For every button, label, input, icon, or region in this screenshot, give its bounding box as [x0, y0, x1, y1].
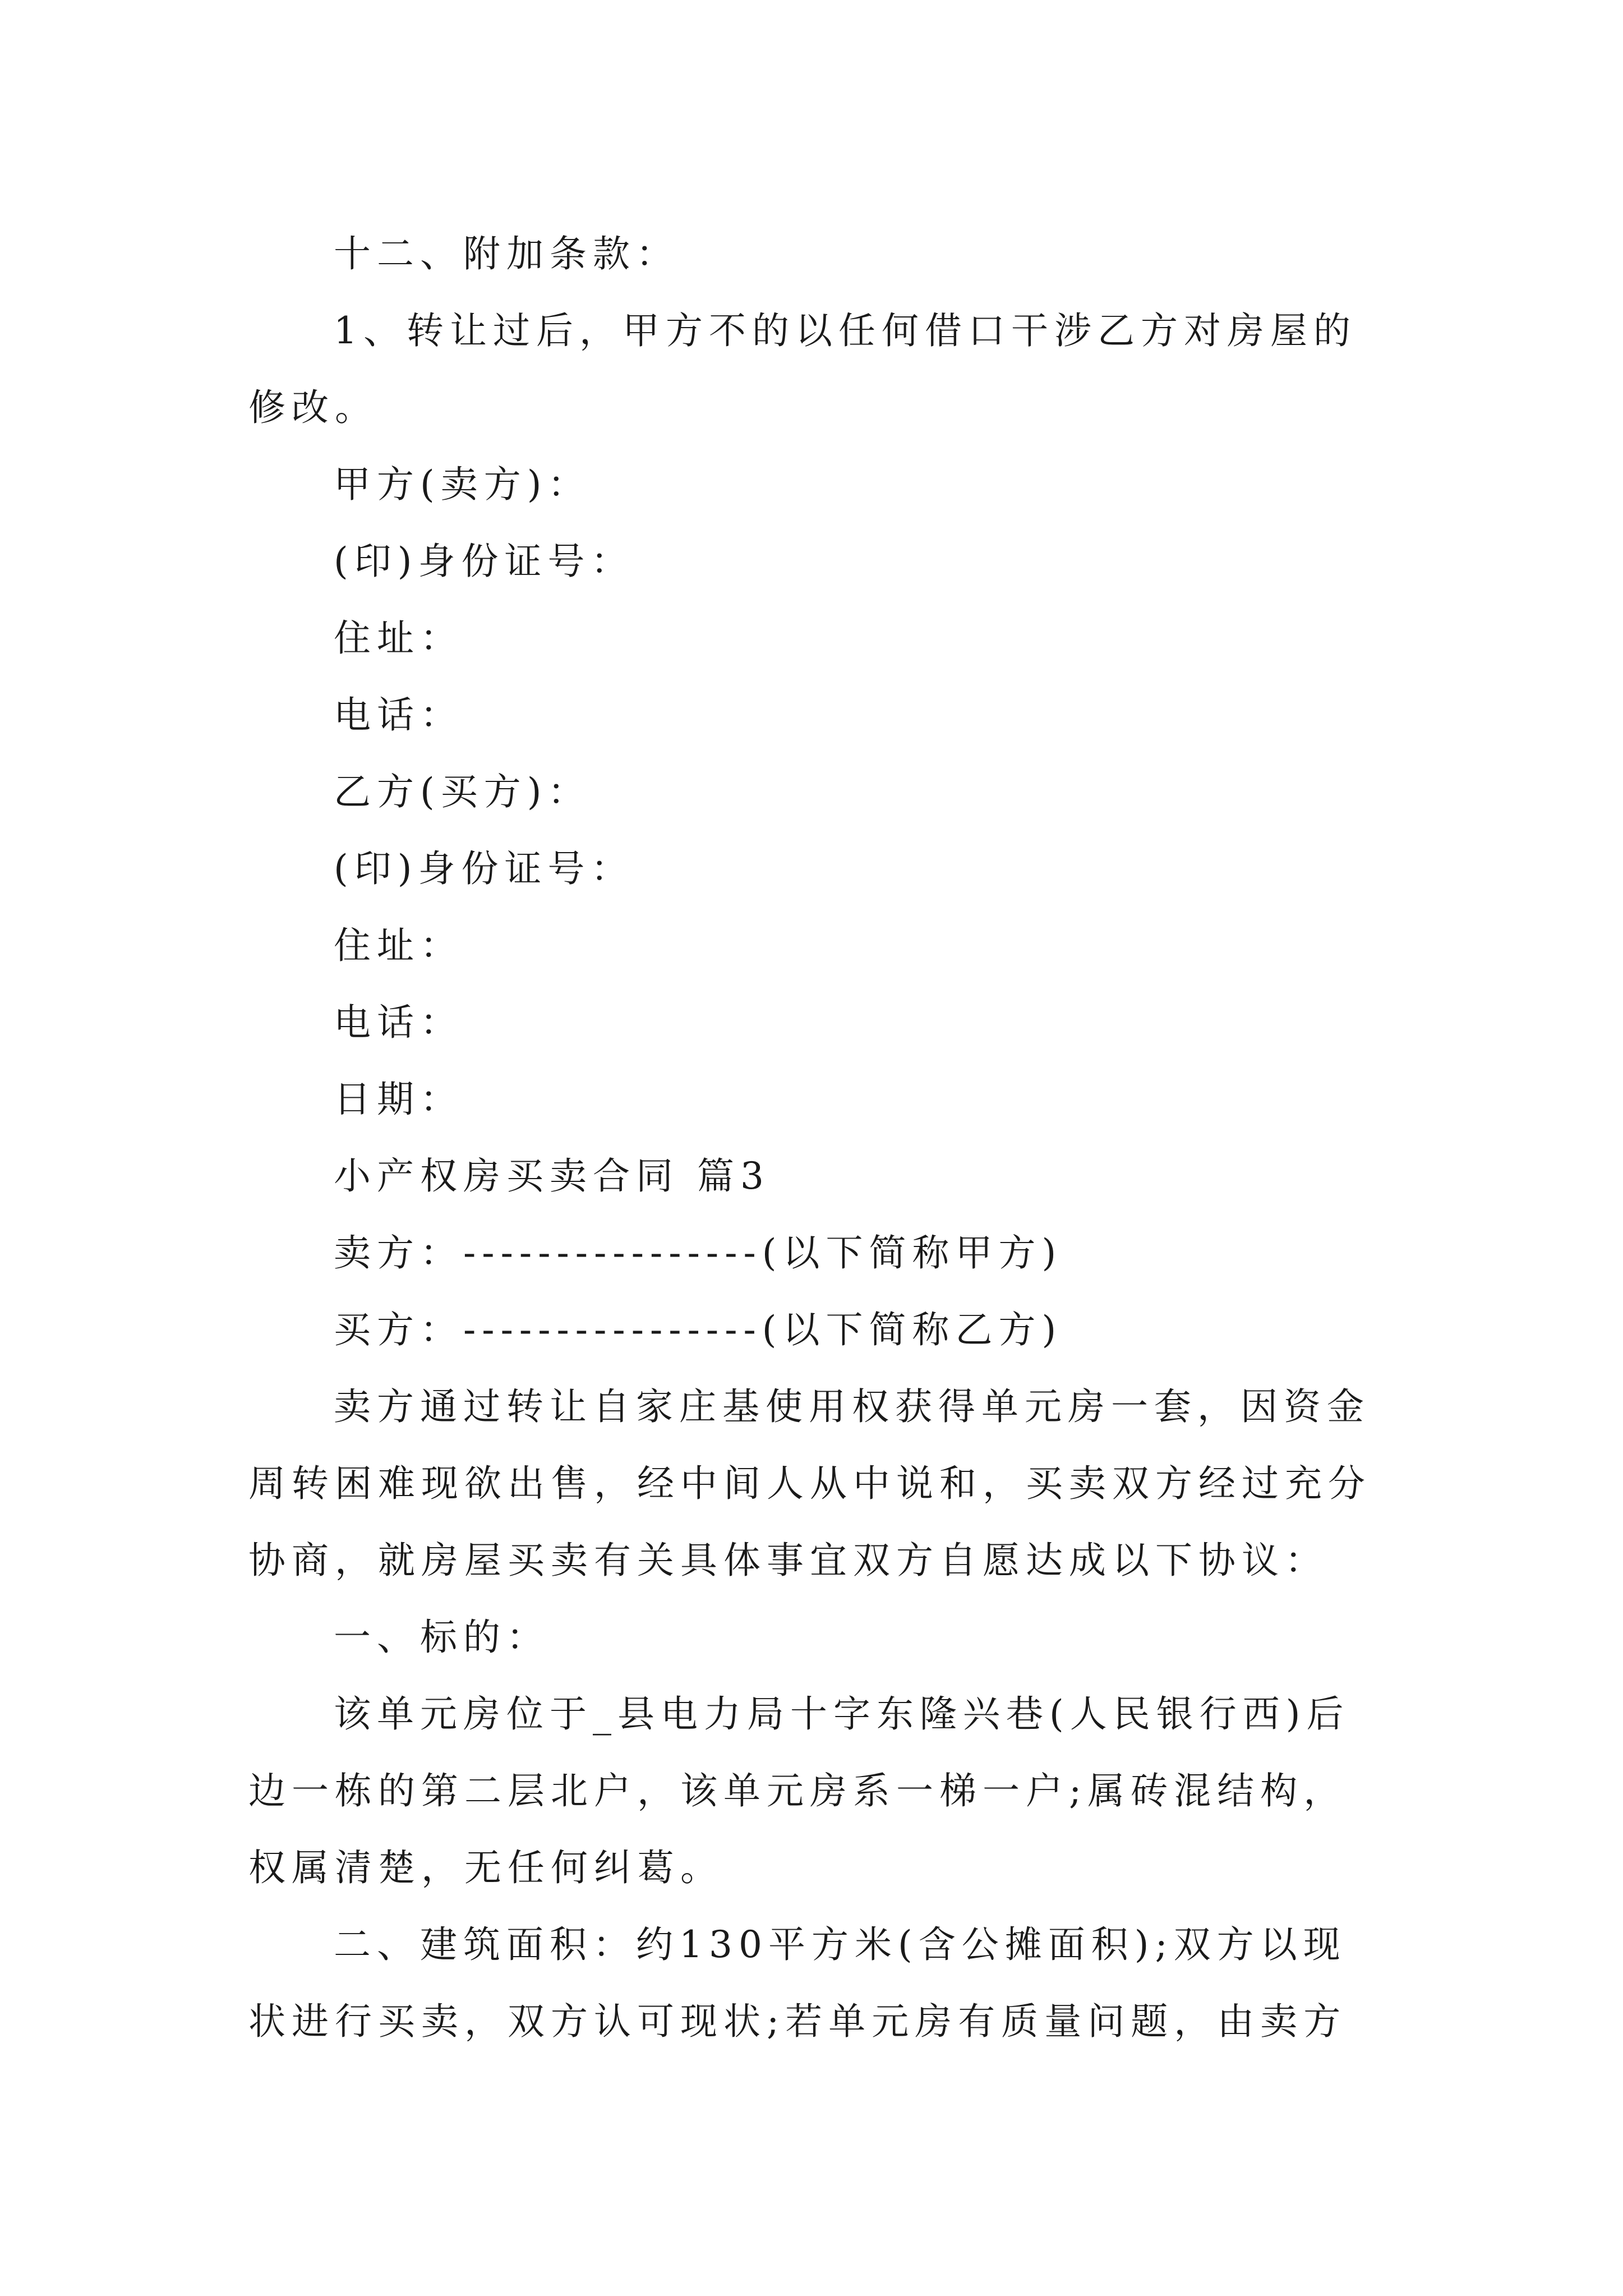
- subject-paragraph-line-3: 权属清楚，无任何纠葛。: [248, 1846, 723, 1889]
- party-b-id-field: (印)身份证号：: [334, 847, 634, 890]
- party-a-phone-field: 电话：: [334, 693, 463, 737]
- party-a-label: 甲方(卖方)：: [334, 463, 591, 506]
- party-a-id-field: (印)身份证号：: [334, 540, 634, 583]
- party-b-label: 乙方(买方)：: [334, 770, 591, 813]
- clause-1-line-1: 1、转让过后，甲方不的以任何借口干涉乙方对房屋的: [334, 309, 1357, 352]
- section-heading-subject: 一、标的：: [334, 1616, 550, 1659]
- party-b-phone-field: 电话：: [334, 1001, 463, 1044]
- subject-paragraph-line-2: 边一栋的第二层北户，该单元房系一梯一户;属砖混结构，: [248, 1769, 1347, 1812]
- intro-paragraph-line-3: 协商，就房屋买卖有关具体事宜双方自愿达成以下协议：: [248, 1539, 1328, 1582]
- subject-paragraph-line-1: 该单元房位于_县电力局十字东隆兴巷(人民银行西)后: [334, 1692, 1350, 1736]
- seller-line: 卖方：----------------(以下简称甲方): [334, 1231, 1063, 1274]
- party-a-address-field: 住址：: [334, 616, 463, 660]
- document-body: [248, 215, 1393, 2060]
- intro-paragraph-line-1: 卖方通过转让自家庄基使用权获得单元房一套，因资金: [334, 1385, 1370, 1428]
- date-field: 日期：: [334, 1078, 463, 1121]
- area-paragraph-line-2: 状进行买卖，双方认可现状;若单元房有质量问题，由卖方: [248, 2000, 1347, 2043]
- section-heading-additional-terms: 十二、附加条款：: [334, 232, 679, 275]
- party-b-address-field: 住址：: [334, 924, 463, 967]
- area-paragraph-line-1: 二、建筑面积：约130平方米(含公摊面积);双方以现: [334, 1923, 1347, 1966]
- contract-title: 小产权房买卖合同 篇3: [334, 1154, 770, 1198]
- clause-1-line-2: 修改。: [248, 386, 378, 429]
- intro-paragraph-line-2: 周转困难现欲出售，经中间人从中说和，买卖双方经过充分: [248, 1462, 1371, 1505]
- buyer-line: 买方：----------------(以下简称乙方): [334, 1308, 1063, 1351]
